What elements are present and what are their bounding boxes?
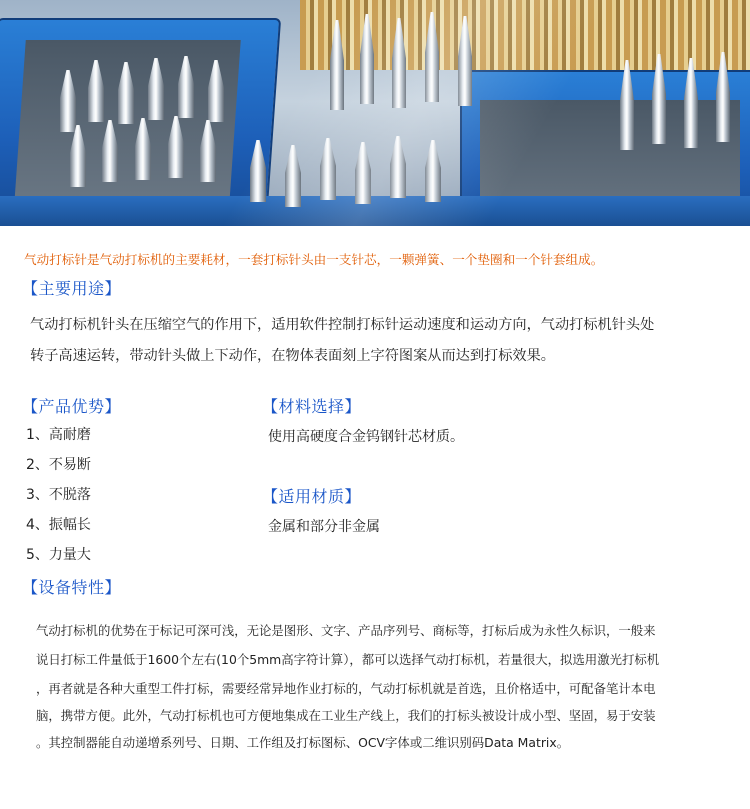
main-use-line-1: 气动打标机针头在压缩空气的作用下，适用软件控制打标针运动速度和运动方向，气动打标机针头处 [30, 317, 655, 333]
main-use-line-2: 转子高速运转，带动针头做上下动作，在物体表面刻上字符图案从而达到打标效果。 [30, 348, 555, 364]
advantage-item: 5、力量大 [26, 547, 91, 563]
hero-photo [0, 0, 750, 226]
advantage-item: 2、不易断 [26, 457, 91, 473]
advantages-heading: 【产品优势】 [22, 397, 122, 416]
hero-shine [0, 0, 750, 226]
advantage-item: 1、高耐磨 [26, 427, 91, 443]
features-line-3: ，再者就是各种大重型工件打标，需要经常异地作业打标的，气动打标机就是首选，且价格适中，可配备笔计本电 [36, 681, 656, 696]
features-heading: 【设备特性】 [22, 578, 122, 597]
intro-text: 气动打标针是气动打标机的主要耗材，一套打标针头由一支针芯，一颗弹簧、一个垫圈和一个针套组成。 [24, 252, 604, 267]
material-text: 使用高硬度合金钨钢针芯材质。 [268, 429, 464, 445]
features-line-2: 说日打标工件量低于1600个左右(10个5mm高字符计算），都可以选择气动打标机，若量很大，拟选用激光打标机 [36, 652, 660, 667]
features-line-5: 。其控制器能自动递增系列号、日期、工作组及打标图标、OCV字体或二维识别码Data Matrix。 [36, 735, 570, 750]
applicable-text: 金属和部分非金属 [268, 519, 380, 535]
main-use-heading: 【主要用途】 [22, 279, 122, 298]
applicable-heading: 【适用材质】 [262, 487, 362, 506]
advantage-item: 3、不脱落 [26, 487, 91, 503]
material-heading: 【材料选择】 [262, 397, 362, 416]
features-line-4: 脑，携带方便。此外，气动打标机也可方便地集成在工业生产线上，我们的打标头被设计成小型、坚固，易于安装 [36, 708, 656, 723]
advantage-item: 4、振幅长 [26, 517, 91, 533]
features-line-1: 气动打标机的优势在于标记可深可浅，无论是图形、文字、产品序列号、商标等，打标后成为永性久标识，一般来 [36, 623, 656, 638]
